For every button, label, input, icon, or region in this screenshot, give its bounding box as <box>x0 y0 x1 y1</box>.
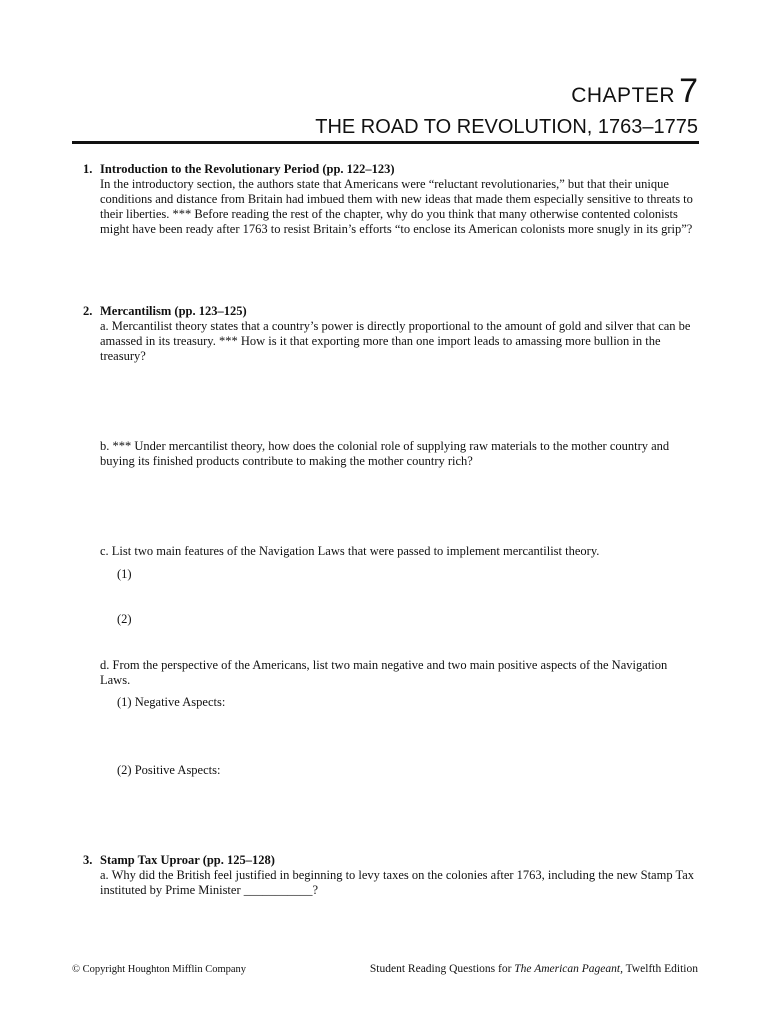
q1-text: In the introductory section, the authors state that Americans were “reluctant revolutionaries,” but that their unique conditions and distance from Britain had imbued them with new ideas that made them especially sensitive to threats to their liberties. *** Before reading the rest of the chapter, why do you think that many otherwise contented colonists might have been ready after 1763 to resist Britain’s efforts “to enclose its American colonists more snugly in its grip”? <box>100 177 693 236</box>
q2-number: 2. <box>83 304 93 318</box>
footer-copyright: © Copyright Houghton Mifflin Company <box>72 964 247 975</box>
q3-number: 3. <box>83 853 93 867</box>
footer-source-edition: Twelfth Edition <box>622 963 698 975</box>
footer-source <box>370 963 698 975</box>
q2-heading: Mercantilism (pp. 123–125) <box>100 304 247 318</box>
chapter-word: CHAPTER <box>571 84 676 107</box>
q2-part-b: b. *** Under mercantilist theory, how does the colonial role of supplying raw materials to the mother country and buying its finished products contribute to making the mother country rich? <box>100 439 670 468</box>
q3-heading: Stamp Tax Uproar (pp. 125–128) <box>100 853 275 867</box>
q2-part-d: d. From the perspective of the Americans, list two main negative and two main positive aspects of the Navigation Laws. <box>100 658 668 687</box>
q2-part-a: a. Mercantilist theory states that a country’s power is directly proportional to the amount of gold and silver that can be amassed in its treasury. *** How is it that exporting more than one import leads to amassing more bullion in the treasury? <box>100 319 691 363</box>
q2-d-negative: (1) Negative Aspects: <box>117 695 226 709</box>
q1-heading: Introduction to the Revolutionary Period (pp. 122–123) <box>100 162 395 176</box>
q1-number: 1. <box>83 162 93 176</box>
footer-source-prefix: Student Reading Questions for <box>369 963 515 975</box>
q2-d-positive: (2) Positive Aspects: <box>117 763 221 777</box>
q2-c-item-2: (2) <box>117 612 132 626</box>
q2-c-item-1: (1) <box>117 567 132 581</box>
q3-part-a: a. Why did the British feel justified in beginning to levy taxes on the colonies after 1763, including the new Stamp Tax instituted by Prime Minister ___________? <box>100 868 695 897</box>
chapter-label <box>571 74 698 108</box>
footer-source-title: The American Pageant, <box>514 963 623 975</box>
chapter-title: THE ROAD TO REVOLUTION, 1763–1775 <box>315 116 698 138</box>
q2-part-c: c. List two main features of the Navigation Laws that were passed to implement mercantilist theory. <box>100 544 600 558</box>
header-rule <box>72 141 699 144</box>
chapter-number: 7 <box>679 72 698 110</box>
